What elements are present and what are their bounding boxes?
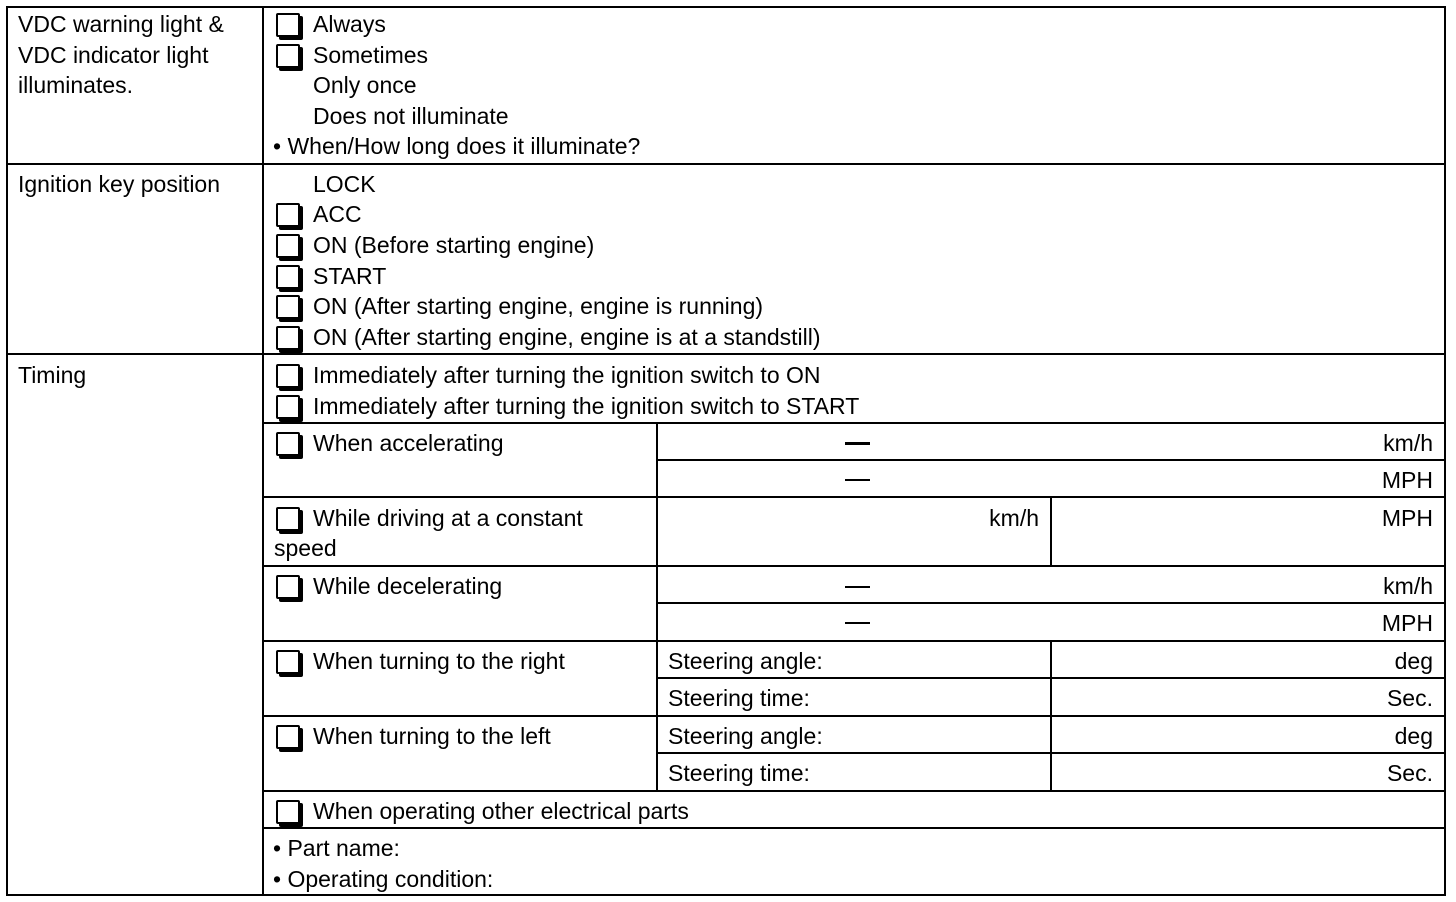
table-border-left <box>6 6 8 896</box>
table-border-right <box>1444 6 1446 896</box>
vdc-label-line3: illuminates. <box>18 72 134 98</box>
checkbox-constant-speed[interactable] <box>276 507 300 531</box>
checkbox-sometimes[interactable] <box>276 44 300 68</box>
right-steering-time-label: Steering time: <box>668 685 810 711</box>
right-deg-unit: deg <box>1394 648 1433 674</box>
option-only-once: Only once <box>313 72 417 98</box>
timing-col-divider-constant <box>1050 496 1052 567</box>
checkbox-turn-left[interactable] <box>276 725 300 749</box>
ignition-label: Ignition key position <box>18 171 221 197</box>
checkbox-always[interactable] <box>276 13 300 37</box>
timing-divider-decel <box>262 565 1446 567</box>
accel-kmh-unit: km/h <box>1383 430 1433 456</box>
part-name-label: • Part name: <box>273 835 400 861</box>
decel-mph-unit: MPH <box>1381 610 1433 636</box>
checkbox-immediate-on[interactable] <box>276 364 300 388</box>
decel-mph-dash <box>845 622 870 624</box>
checkbox-immediate-start[interactable] <box>276 395 300 419</box>
checkbox-on-running[interactable] <box>276 295 300 319</box>
left-deg-unit: deg <box>1394 723 1433 749</box>
checkbox-acc[interactable] <box>276 203 300 227</box>
checkbox-on-before[interactable] <box>276 234 300 258</box>
checkbox-decelerating[interactable] <box>276 575 300 599</box>
vdc-label-line2: VDC indicator light <box>18 42 209 68</box>
vdc-label-line1: VDC warning light & <box>18 11 224 37</box>
constant-kmh-unit: km/h <box>989 505 1039 531</box>
accel-mph-unit: MPH <box>1381 467 1433 493</box>
constant-mph-unit: MPH <box>1381 505 1433 531</box>
option-always: Always <box>313 11 386 37</box>
timing-col-divider-1 <box>656 422 658 792</box>
operating-condition-label: • Operating condition: <box>273 866 494 892</box>
left-sec-unit: Sec. <box>1386 760 1433 786</box>
timing-divider-part <box>262 827 1446 829</box>
timing-divider-accel-sub <box>656 459 1446 461</box>
label-column-divider <box>262 6 264 896</box>
option-on-before: ON (Before starting engine) <box>313 232 595 258</box>
left-steering-time-label: Steering time: <box>668 760 810 786</box>
option-on-standstill: ON (After starting engine, engine is at a standstill) <box>313 324 821 350</box>
row-divider-ignition <box>6 353 1446 355</box>
option-immediate-on: Immediately after turning the ignition switch to ON <box>313 362 821 388</box>
checkbox-turn-right[interactable] <box>276 650 300 674</box>
option-immediate-start: Immediately after turning the ignition switch to START <box>313 393 860 419</box>
option-does-not-illuminate: Does not illuminate <box>313 103 509 129</box>
checkbox-other-electrical[interactable] <box>276 800 300 824</box>
table-border-bottom <box>6 894 1446 896</box>
option-turn-left: When turning to the left <box>313 723 551 749</box>
table-border-top <box>6 6 1446 8</box>
option-accelerating: When accelerating <box>313 430 504 456</box>
timing-divider-constant <box>262 496 1446 498</box>
option-acc: ACC <box>313 201 362 227</box>
timing-divider-other <box>262 790 1446 792</box>
timing-divider-accel <box>262 422 1446 424</box>
timing-divider-decel-sub <box>656 602 1446 604</box>
option-sometimes: Sometimes <box>313 42 429 68</box>
timing-col-divider-steering <box>1050 640 1052 792</box>
timing-divider-right <box>262 640 1446 642</box>
checkbox-on-standstill[interactable] <box>276 326 300 350</box>
option-constant-line2: speed <box>274 535 337 561</box>
right-steering-angle-label: Steering angle: <box>668 648 823 674</box>
timing-divider-left <box>262 715 1446 717</box>
option-on-running: ON (After starting engine, engine is running) <box>313 293 764 319</box>
option-other-electrical: When operating other electrical parts <box>313 798 689 824</box>
checkbox-start[interactable] <box>276 265 300 289</box>
decel-kmh-unit: km/h <box>1383 573 1433 599</box>
checkbox-accelerating[interactable] <box>276 432 300 456</box>
timing-label: Timing <box>18 362 87 388</box>
option-lock: LOCK <box>313 171 376 197</box>
right-sec-unit: Sec. <box>1386 685 1433 711</box>
left-steering-angle-label: Steering angle: <box>668 723 823 749</box>
decel-kmh-dash <box>845 586 870 588</box>
row-divider-vdc <box>6 163 1446 165</box>
accel-mph-dash <box>845 479 870 481</box>
option-decelerating: While decelerating <box>313 573 503 599</box>
option-constant-line1: While driving at a constant <box>313 505 583 531</box>
accel-kmh-dash <box>845 442 870 445</box>
option-start: START <box>313 263 387 289</box>
vdc-question: • When/How long does it illuminate? <box>273 133 641 159</box>
option-turn-right: When turning to the right <box>313 648 565 674</box>
